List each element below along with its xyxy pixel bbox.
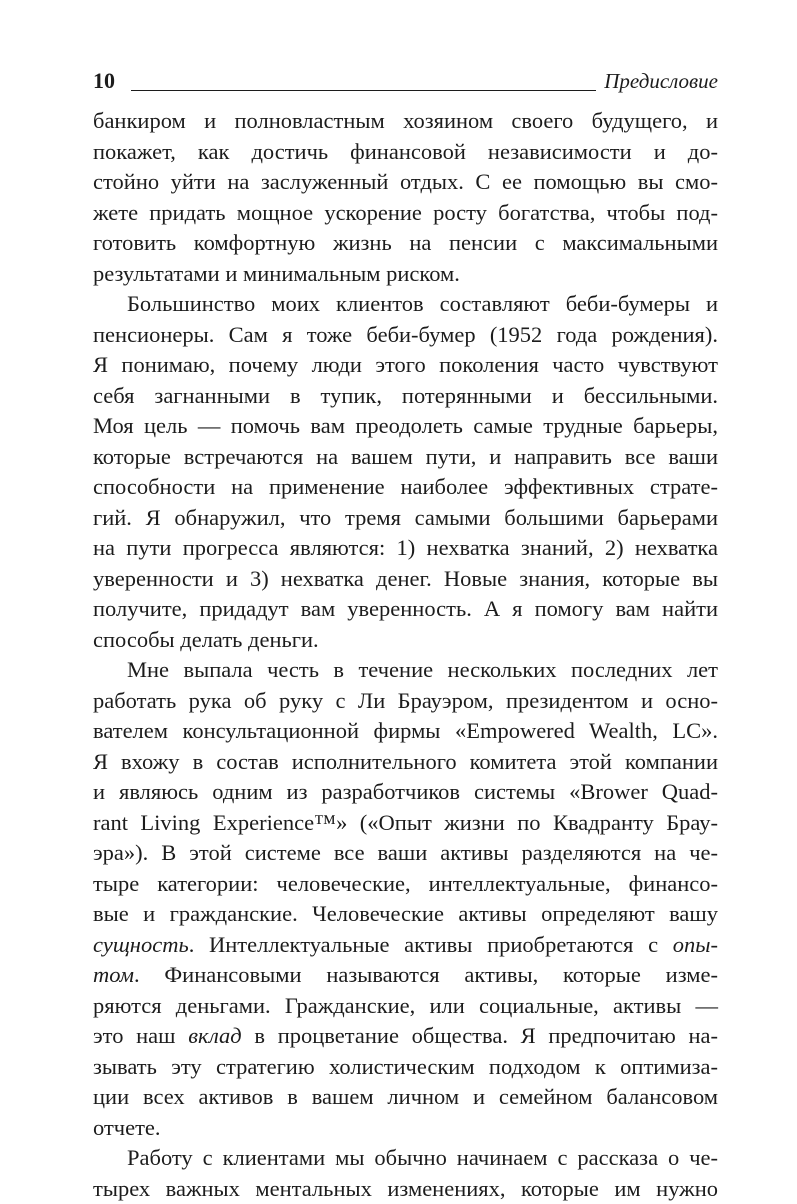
text-line: себя загнанными в тупик, потерянными и бессильными. bbox=[93, 381, 718, 412]
text-line: способности на применение наиболее эффективных страте- bbox=[93, 472, 718, 503]
text-line: вые и гражданские. Человеческие активы определяют вашу bbox=[93, 899, 718, 930]
text-line: тыре категории: человеческие, интеллектуальные, финансо- bbox=[93, 869, 718, 900]
italic-term: вклад bbox=[188, 1023, 241, 1048]
text-line: вателем консультационной фирмы «Empowered Wealth, LC». bbox=[93, 716, 718, 747]
page-number: 10 bbox=[93, 64, 115, 98]
header-rule bbox=[131, 90, 596, 91]
text-line: жете придать мощное ускорение росту богатства, чтобы под- bbox=[93, 198, 718, 229]
paragraph-4 bbox=[93, 1143, 718, 1204]
paragraph-2 bbox=[93, 289, 718, 655]
text-line bbox=[93, 960, 718, 991]
text-line: которые встречаются на вашем пути, и направить все ваши bbox=[93, 442, 718, 473]
text-line: отчете. bbox=[93, 1113, 718, 1144]
text-line: зывать эту стратегию холистическим подходом к оптимиза- bbox=[93, 1052, 718, 1083]
text-line: ряются деньгами. Гражданские, или социальные, активы — bbox=[93, 991, 718, 1022]
text-line: Я вхожу в состав исполнительного комитета этой компании bbox=[93, 747, 718, 778]
text-line: работать рука об руку с Ли Брауэром, президентом и осно- bbox=[93, 686, 718, 717]
text-line: уверенности и 3) нехватка денег. Новые знания, которые вы bbox=[93, 564, 718, 595]
text-line bbox=[93, 930, 718, 961]
text-line: гий. Я обнаружил, что тремя самыми большими барьерами bbox=[93, 503, 718, 534]
text-line: стойно уйти на заслуженный отдых. С ее помощью вы смо- bbox=[93, 167, 718, 198]
text-line: Большинство моих клиентов составляют беби-бумеры и bbox=[93, 289, 718, 320]
text-fragment: . Финансовыми называются активы, которые изме- bbox=[134, 962, 718, 987]
text-line: пенсионеры. Сам я тоже беби-бумер (1952 года рождения). bbox=[93, 320, 718, 351]
text-line: тырех важных ментальных изменениях, которые им нужно bbox=[93, 1174, 718, 1204]
text-line: покажет, как достичь финансовой независимости и до- bbox=[93, 137, 718, 168]
text-line: Работу с клиентами мы обычно начинаем с рассказа о че- bbox=[93, 1143, 718, 1174]
text-line: получите, придадут вам уверенность. А я помогу вам найти bbox=[93, 594, 718, 625]
text-line: Я понимаю, почему люди этого поколения часто чувствуют bbox=[93, 350, 718, 381]
italic-term: сущность bbox=[93, 932, 189, 957]
body-text bbox=[93, 106, 718, 1204]
text-line: готовить комфортную жизнь на пенсии с максимальными bbox=[93, 228, 718, 259]
text-fragment: это наш bbox=[93, 1023, 188, 1048]
italic-term: том bbox=[93, 962, 134, 987]
text-line: rant Living Experience™» («Опыт жизни по Квадранту Брау- bbox=[93, 808, 718, 839]
text-fragment: . Интеллектуальные активы приобретаются с bbox=[189, 932, 673, 957]
paragraph-3 bbox=[93, 655, 718, 1143]
text-line: Мне выпала честь в течение нескольких последних лет bbox=[93, 655, 718, 686]
text-line: ции всех активов в вашем личном и семейном балансовом bbox=[93, 1082, 718, 1113]
text-line: банкиром и полновластным хозяином своего будущего, и bbox=[93, 106, 718, 137]
text-line: результатами и минимальным риском. bbox=[93, 259, 718, 290]
text-line: и являюсь одним из разработчиков системы «Brower Quad- bbox=[93, 777, 718, 808]
text-line: способы делать деньги. bbox=[93, 625, 718, 656]
running-header bbox=[93, 64, 718, 98]
text-line: эра»). В этой системе все ваши активы разделяются на че- bbox=[93, 838, 718, 869]
text-fragment: в процветание общества. Я предпочитаю на- bbox=[242, 1023, 718, 1048]
section-title: Предисловие bbox=[604, 64, 718, 98]
text-line: Моя цель — помочь вам преодолеть самые трудные барьеры, bbox=[93, 411, 718, 442]
italic-term: опы- bbox=[673, 932, 718, 957]
text-line: на пути прогресса являются: 1) нехватка знаний, 2) нехватка bbox=[93, 533, 718, 564]
paragraph-1 bbox=[93, 106, 718, 289]
text-line bbox=[93, 1021, 718, 1052]
